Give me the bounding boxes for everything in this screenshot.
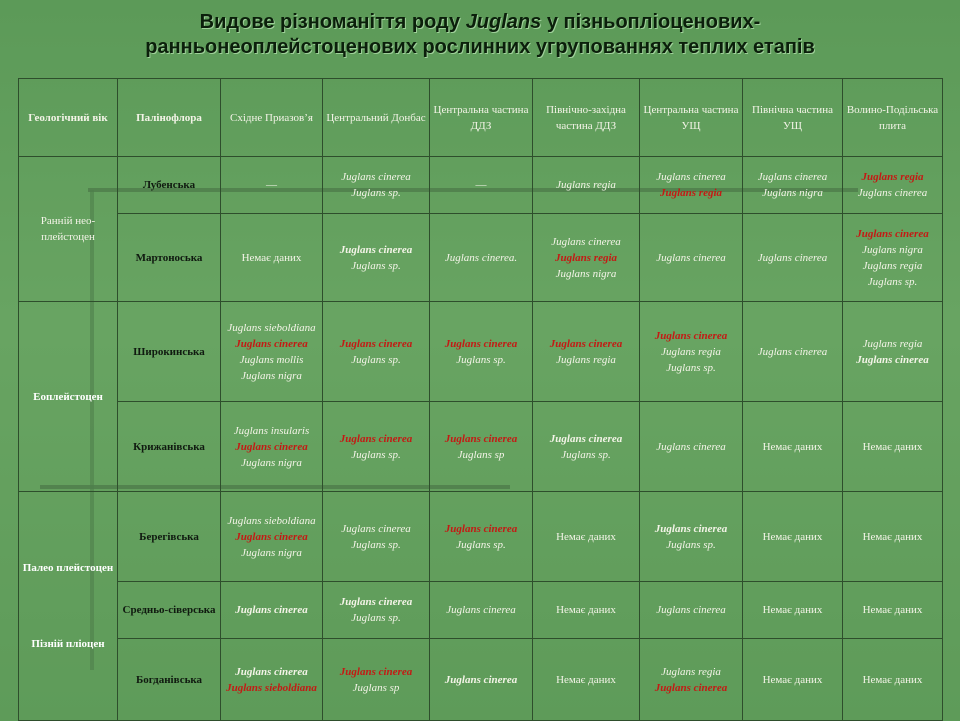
species-name: Juglans mollis [239,353,304,366]
species-name: Juglans insularis [233,424,310,437]
table-cell [430,492,533,582]
table-cell [221,492,323,582]
species-name: Juglans nigra [762,187,823,199]
table-cell [843,639,943,721]
species-name: Juglans regia [554,251,618,264]
no-data-text: Немає даних [862,673,923,686]
table-cell [533,582,640,639]
palinoflora-name: Широкинська [118,302,221,402]
table-cell [430,157,533,214]
age-cell-early-neopleistocene [19,157,118,302]
no-data-text: Немає даних [556,530,616,543]
species-name: Juglans cinerea [235,337,308,350]
species-name: Juglans cinerea [656,171,726,183]
species-name: Juglans cinerea [446,604,516,616]
table-cell [430,214,533,302]
species-name: Juglans cinerea [549,432,623,445]
species-name: Juglans sp. [456,353,506,366]
species-name: Juglans cinerea [339,432,413,445]
title-genus: Juglans [465,11,542,33]
species-name: Juglans cinerea [656,251,726,264]
no-data-text: Немає даних [241,251,302,264]
table-cell [323,402,430,492]
no-data-text: Немає даних [862,530,923,543]
species-name: Juglans sp. [666,538,716,551]
table-cell [640,214,743,302]
species-name: Juglans sieboldiana [227,321,316,334]
no-data-text: Немає даних [862,604,923,616]
title-line-2: ранньонеоплейстоценових рослинних угрупованнях теплих етапів [145,36,815,58]
table-cell [743,402,843,492]
species-name: Juglans cinerea [339,665,413,678]
species-name: Juglans nigra [555,267,617,280]
header-column: Центральна частина УЩ [640,79,743,157]
species-name: Juglans nigra [241,369,302,382]
species-name: Juglans cinerea [757,345,828,358]
table-cell [640,157,743,214]
header-column: Волино-Подільська плита [843,79,943,157]
table-cell [323,582,430,639]
species-name: Juglans sp. [351,187,401,199]
species-name: Juglans sp [457,448,505,461]
table-cell [843,214,943,302]
species-name: Juglans sp. [351,538,401,551]
species-name: Juglans nigra [241,546,302,559]
table-cell [843,492,943,582]
age-label: Пізній пліоцен [31,638,105,650]
header-column: Центральний Донбас [323,79,430,157]
table-cell [843,302,943,402]
species-name: Juglans cinerea [444,522,518,535]
palinoflora-name: Богданівська [118,639,221,721]
species-name: Juglans regia [556,179,616,191]
no-data-text: Немає даних [762,530,823,543]
species-name: Juglans cinerea [656,604,726,616]
table-cell [533,639,640,721]
species-name: Juglans sieboldiana [226,681,317,694]
palinoflora-name: Лубенська [118,157,221,214]
species-name: Juglans cinerea [654,522,728,535]
species-name: Juglans cinerea [857,187,928,199]
table-row [19,492,943,582]
table-row [19,302,943,402]
species-name: Juglans cinerea [757,251,828,264]
species-name: Juglans cinerea [654,329,728,342]
species-name: Juglans cinerea [656,440,726,453]
species-name: Juglans cinerea [444,337,518,350]
no-data-text: Немає даних [556,604,616,616]
species-name: Juglans cinerea [551,235,621,248]
header-row [19,79,943,157]
species-name: Juglans regia [661,665,721,678]
species-name: Juglans regia [861,171,924,183]
age-label: Ранній нео-плейстоцен [40,215,96,243]
table-cell [640,492,743,582]
species-name: Juglans nigra [862,243,923,256]
header-column: Центральна частина ДДЗ [430,79,533,157]
table-cell [640,302,743,402]
table-cell [743,492,843,582]
no-data-text: Немає даних [556,673,616,686]
table-cell [533,402,640,492]
table-row [19,214,943,302]
title-text: у пізньопліоценових- [541,11,761,33]
table-cell [221,157,323,214]
age-cell-paleo-pliocene [19,492,118,721]
species-name: Juglans cinerea [235,604,308,616]
table-cell [743,639,843,721]
palinoflora-name: Берегівська [118,492,221,582]
empty-mark: — [266,179,277,191]
species-name: Juglans sp. [666,361,716,374]
table-cell [323,214,430,302]
species-name: Juglans sp. [351,259,401,272]
table-cell [221,639,323,721]
species-name: Juglans cinerea [757,171,828,183]
table-cell [430,402,533,492]
header-column: Північна частина УЩ [743,79,843,157]
table-cell [323,639,430,721]
age-cell-eopleistocene [19,302,118,492]
no-data-text: Немає даних [762,604,823,616]
species-name: Juglans cinerea [549,337,623,350]
table-cell [323,302,430,402]
header-geo-age: Геологічний вік [19,79,118,157]
species-name: Juglans cinerea [654,681,728,694]
table-cell [533,302,640,402]
species-table [18,78,943,721]
species-name: Juglans regia [862,259,923,272]
palinoflora-name: Крижанівська [118,402,221,492]
species-name: Juglans cinerea [341,522,411,535]
slide-title [0,10,960,60]
species-name: Juglans cinerea [339,596,413,608]
no-data-text: Немає даних [762,440,823,453]
age-label: Еоплейстоцен [33,390,103,403]
table-cell [843,402,943,492]
table-row [19,402,943,492]
species-name: Juglans cinerea [235,665,308,678]
species-name: Juglans cinerea [341,171,411,183]
no-data-text: Немає даних [762,673,823,686]
species-name: Juglans regia [661,345,721,358]
species-name: Juglans cinerea [339,243,413,256]
species-name: Juglans cinerea [339,337,413,350]
table-cell [640,402,743,492]
table-cell [843,582,943,639]
species-name: Juglans sp. [351,448,401,461]
species-name: Juglans nigra [241,456,302,469]
table-cell [533,214,640,302]
species-name: Juglans sp. [867,275,918,288]
table-cell [743,214,843,302]
table-cell [533,157,640,214]
species-name: Juglans regia [659,187,723,199]
species-name: Juglans cinerea [856,227,929,240]
species-name: Juglans sp. [351,612,401,624]
table-cell [323,157,430,214]
table-cell [640,639,743,721]
table-cell [323,492,430,582]
species-name: Juglans sp. [456,538,506,551]
title-line-1 [0,10,960,35]
species-name: Juglans sieboldiana [227,514,316,527]
table-cell [640,582,743,639]
table-cell [430,582,533,639]
palinoflora-name: Мартоноська [118,214,221,302]
table-cell [221,214,323,302]
table-row [19,582,943,639]
table-cell [221,582,323,639]
table-cell [430,302,533,402]
table-cell [430,639,533,721]
species-name: Juglans sp. [351,353,401,366]
palinoflora-name: Средньо-сіверська [118,582,221,639]
table-cell [743,157,843,214]
empty-mark: — [475,179,487,191]
table-row [19,157,943,214]
species-name: Juglans sp [352,681,400,694]
species-name: Juglans sp. [561,448,611,461]
table-cell [743,582,843,639]
table-row [19,639,943,721]
table-cell [221,302,323,402]
no-data-text: Немає даних [862,440,923,453]
table-cell [743,302,843,402]
table-cell [533,492,640,582]
header-column: Східне Приазов’я [221,79,323,157]
species-name: Juglans cinerea [235,440,308,453]
table-cell [843,157,943,214]
age-label: Палео плейстоцен [22,562,114,574]
title-text: Видове різноманіття роду [199,11,466,33]
header-palinoflora: Палінофлора [118,79,221,157]
table-cell [221,402,323,492]
species-name: Juglans regia [862,337,923,350]
species-name: Juglans cinerea [444,673,518,686]
header-column: Північно-західна частина ДДЗ [533,79,640,157]
species-name: Juglans cinerea [444,432,518,445]
species-name: Juglans cinerea [235,530,308,543]
species-name: Juglans cinerea [856,353,929,366]
species-name: Juglans regia [556,353,616,366]
species-name: Juglans cinerea. [444,251,518,264]
